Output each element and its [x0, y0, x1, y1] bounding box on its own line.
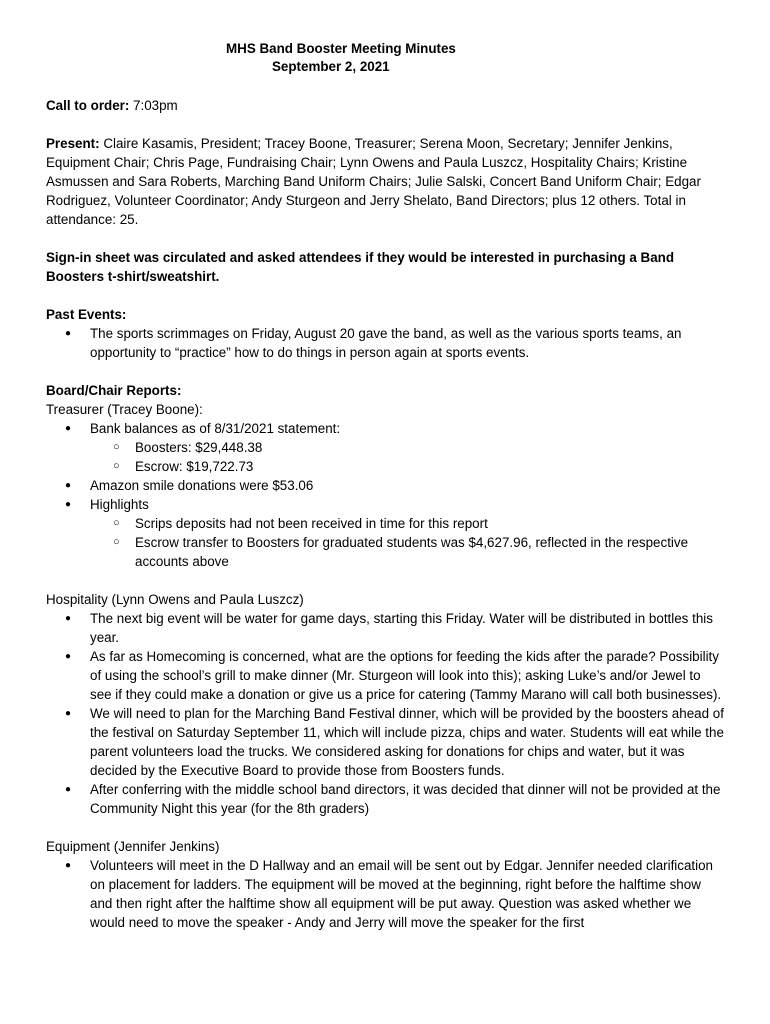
list-item: ● Volunteers will meet in the D Hallway and an email will be sent out by Edgar. Jennifer needed clarification on placement for ladders. The equipment will be moved at the beginning, right before the halftime show and then right after the halftime show all equipment will be put away. Question was asked whether we would need to move the speaker - Andy and Jerry will move the speaker for the first: [46, 856, 724, 932]
call-to-order-label: Call to order:: [46, 98, 130, 113]
balances-sublist: [90, 438, 724, 476]
list-item: ● Amazon smile donations were $53.06: [46, 476, 724, 495]
list-item: ● The next big event will be water for game days, starting this Friday. Water will be distributed in bottles this year.: [46, 609, 724, 647]
list-item: [46, 419, 724, 476]
call-to-order: [46, 96, 724, 115]
past-events-list: [46, 324, 724, 362]
hospitality-list: [46, 609, 724, 818]
reports-heading: Board/Chair Reports:: [46, 383, 182, 398]
list-item: ● After conferring with the middle school band directors, it was decided that dinner will not be provided at the Community Night this year (for the 8th graders): [46, 780, 724, 818]
sub-list-item: ○ Escrow transfer to Boosters for graduated students was $4,627.96, reflected in the respective accounts above: [90, 533, 724, 571]
sub-list-item: ○ Scrips deposits had not been received in time for this report: [90, 514, 724, 533]
sub-list-item: ○ Boosters: $29,448.38: [90, 438, 724, 457]
bank-balances: Bank balances as of 8/31/2021 statement:: [90, 421, 341, 436]
meeting-date: September 2, 2021: [272, 59, 390, 74]
hospitality-title: Hospitality (Lynn Owens and Paula Luszcz): [46, 592, 304, 607]
highlights-label: Highlights: [90, 497, 149, 512]
present-paragraph: [46, 134, 724, 229]
call-to-order-time: 7:03pm: [129, 98, 178, 113]
sub-list-item: ○ Escrow: $19,722.73: [90, 457, 724, 476]
list-item: ● We will need to plan for the Marching Band Festival dinner, which will be provided by the boosters ahead of the festival on Saturday September 11, which will include pizza, chips and water. Students will eat while the parent volunteers load the trucks. We considered asking for donations for chips and water, but it was decided by the Executive Board to provide those from Boosters funds.: [46, 704, 724, 780]
signin-note: Sign-in sheet was circulated and asked attendees if they would be interested in purchasing a Band Boosters t-shirt/sweatshirt.: [46, 250, 675, 284]
list-item: ● The sports scrimmages on Friday, August 20 gave the band, as well as the various sports teams, an opportunity to “practice” how to do things in person again at sports events.: [46, 324, 724, 362]
equipment-title: Equipment (Jennifer Jenkins): [46, 839, 220, 854]
present-list: Claire Kasamis, President; Tracey Boone, Treasurer; Serena Moon, Secretary; Jennifer Jenkins, Equipment Chair; Chris Page, Fundraising Chair; Lynn Owens and Paula Luszcz, Hospitality Chairs; Kristine Asmussen and Sara Roberts, Marching Band Uniform Chairs; Julie Salski, Concert Band Uniform Chair; Edgar Rodriguez, Volunteer Coordinator; Andy Sturgeon and Jerry Shelato, Band Directors; plus 12 others. Total in attendance: 25.: [46, 136, 701, 227]
treasurer-list: [46, 419, 724, 571]
document-header: [46, 40, 724, 76]
equipment-list: [46, 856, 724, 932]
treasurer-title: Treasurer (Tracey Boone):: [46, 402, 203, 417]
document-title: MHS Band Booster Meeting Minutes: [226, 41, 456, 56]
past-events-heading: Past Events:: [46, 307, 127, 322]
list-item: ● As far as Homecoming is concerned, what are the options for feeding the kids after the parade? Possibility of using the school’s grill to make dinner (Mr. Sturgeon will look into this); asking Luke’s and/or Jewel to see if they could make a donation or give us a price for catering (Tammy Marano will call both businesses).: [46, 647, 724, 704]
present-label: Present:: [46, 136, 100, 151]
highlights-sublist: [90, 514, 724, 571]
list-item: [46, 495, 724, 571]
